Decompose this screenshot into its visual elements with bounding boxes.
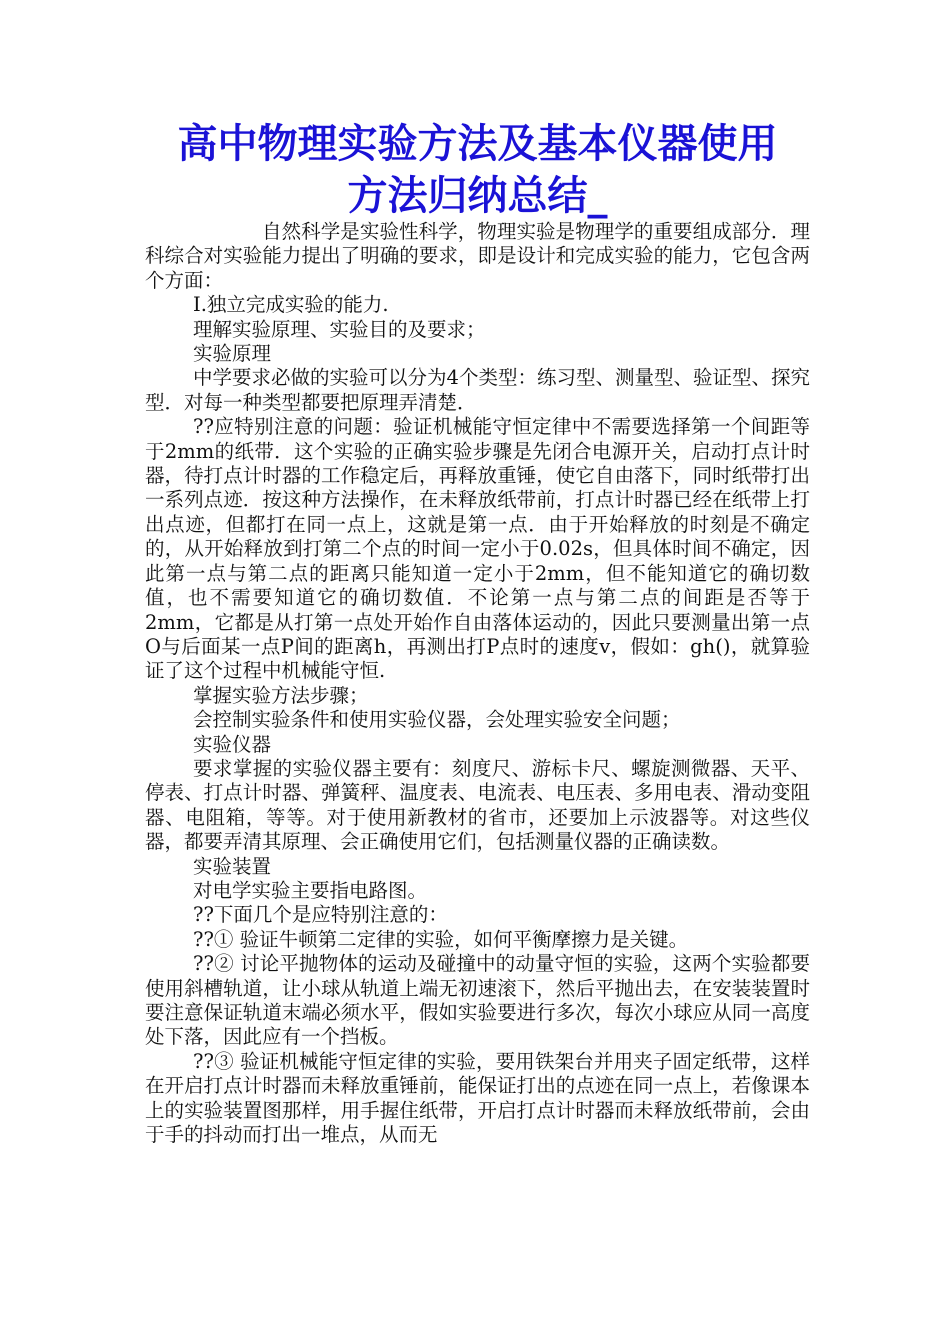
- paragraph-control: 会控制实验条件和使用实验仪器，会处理实验安全问题；: [193, 708, 681, 732]
- paragraph-notes-heading: ??下面几个是应特别注意的：: [193, 903, 448, 927]
- title-line-1: 高中物理实验方法及基本仪器使用: [177, 121, 778, 167]
- paragraph-instruments: 要求掌握的实验仪器主要有：刻度尺、游标卡尺、螺旋测微器、天平、停表、打点计时器、弹簧秤、温度表、电流表、电压表、多用电表、滑动变阻器、电阻箱，等等。对于使用新教材的省市，还要加上示波器等。对这些仪器，都要弄清其原理、会正确使用它们，包括测量仪器的正确读数。: [145, 756, 810, 854]
- paragraph-ability-heading: Ⅰ.独立完成实验的能力.: [193, 293, 389, 317]
- paragraph-note-1: ??① 验证牛顿第二定律的实验，如何平衡摩擦力是关键。: [193, 927, 689, 951]
- paragraph-types: 中学要求必做的实验可以分为4个类型：练习型、测量型、验证型、探究型．对每一种类型都要把原理弄清楚．: [145, 366, 810, 414]
- paragraph-intro: 自然科学是实验性科学，物理实验是物理学的重要组成部分．理科综合对实验能力提出了明确的要求，即是设计和完成实验的能力，它包含两个方面：: [145, 220, 810, 292]
- paragraph-instruments-heading: 实验仪器: [193, 732, 272, 756]
- paragraph-note-2: ??② 讨论平抛物体的运动及碰撞中的动量守恒的实验，这两个实验都要使用斜槽轨道，让小球从轨道上端无初速滚下，然后平抛出去，在安装装置时要注意保证轨道末端必须水平，假如实验要进行多次，每次小球应从同一高度处下落，因此应有一个挡板。: [145, 952, 810, 1049]
- title-line-2: 方法归纳总结_: [347, 173, 608, 219]
- paragraph-principle-heading: 实验原理: [193, 342, 272, 366]
- paragraph-circuit: 对电学实验主要指电路图。: [193, 878, 428, 902]
- paragraph-attention: ??应特别注意的问题：验证机械能守恒定律中不需要选择第一个间距等于2mm的纸带．这个实验的正确实验步骤是先闭合电源开关，启动打点计时器，待打点计时器的工作稳定后，再释放重锤，使它自由落下，同时纸带打出一系列点迹．按这种方法操作，在未释放纸带前，打点计时器已经在纸带上打出点迹，但都打在同一点上，这就是第一点．由于开始释放的时刻是不确定的，从开始释放到打第二个点的时间一定小于0.02s，但具体时间不确定，因此第一点与第二点的距离只能知道一定小于2mm，但不能知道它的确切数值，也不需要知道它的确切数值．不论第一点与第二点的间距是否等于2mm，它都是从打第一点处开始作自由落体运动的，因此只要测量出第一点O与后面某一点P间的距离h，再测出打P点时的速度v，假如：gh()，就算验证了这个过程中机械能守恒.: [145, 415, 810, 683]
- paragraph-understand: 理解实验原理、实验目的及要求；: [193, 317, 486, 341]
- document-page: [145, 118, 810, 1147]
- paragraph-apparatus-heading: 实验装置: [193, 854, 272, 878]
- document-title: [145, 118, 810, 222]
- paragraph-note-3: ??③ 验证机械能守恒定律的实验，要用铁架台并用夹子固定纸带，这样在开启打点计时器而未释放重锤前，能保证打出的点迹在同一点上，若像课本上的实验装置图那样，用手握住纸带，开启打点计时器而未释放纸带前，会由于手的抖动而打出一堆点，从而无: [145, 1049, 810, 1147]
- paragraph-method-steps: 掌握实验方法步骤；: [193, 683, 369, 707]
